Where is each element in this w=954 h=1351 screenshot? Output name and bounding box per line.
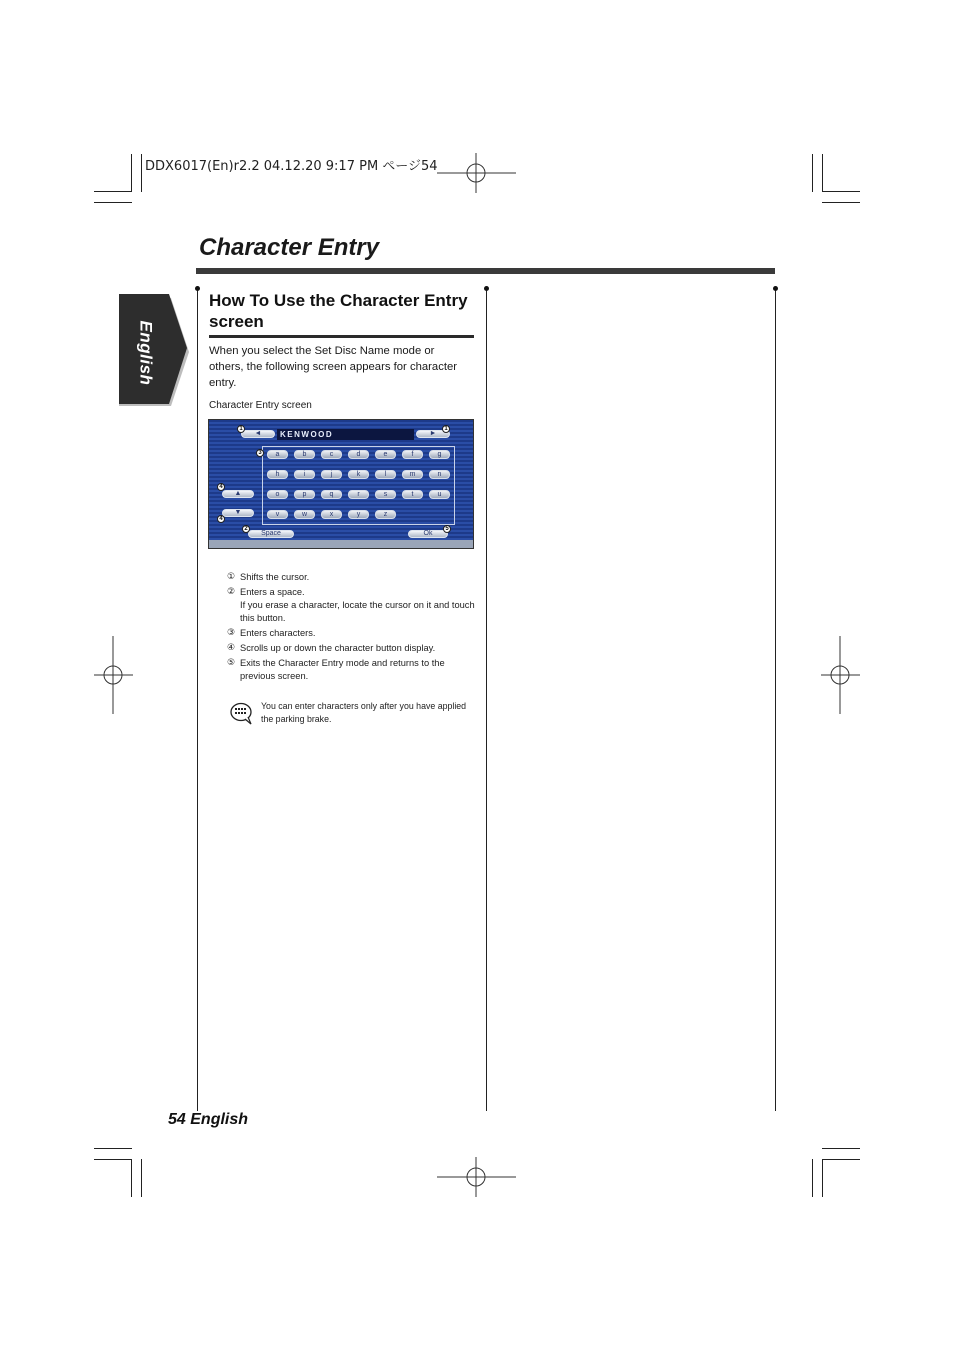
note-text: Exits the Character Entry mode and returns to the previous screen.: [240, 658, 445, 681]
note-text: Scrolls up or down the character button display.: [240, 643, 436, 653]
key-l[interactable]: l: [375, 470, 396, 479]
title-field: KENWOOD: [277, 429, 414, 440]
marker-4-up: 4: [217, 483, 225, 491]
key-n[interactable]: n: [429, 470, 450, 479]
space-button[interactable]: Space: [248, 530, 294, 538]
key-o[interactable]: o: [267, 490, 288, 499]
key-i[interactable]: i: [294, 470, 315, 479]
screen-bottom-strip: [209, 540, 473, 548]
note-text: Enters a space. If you erase a character, locate the cursor on it and touch this button.: [240, 587, 475, 623]
note-number: ③: [227, 628, 236, 638]
note-text: Shifts the cursor.: [240, 572, 310, 582]
note-item: [227, 586, 477, 625]
note-number: ⑤: [227, 658, 236, 668]
marker-1-right: 1: [442, 425, 450, 433]
key-f[interactable]: f: [402, 450, 423, 459]
note-number: ④: [227, 643, 236, 653]
marker-5: 5: [443, 525, 451, 533]
language-tab: [119, 294, 189, 412]
section-rule: [209, 335, 474, 338]
print-header: DDX6017(En)r2.2 04.12.20 9:17 PM ページ54: [145, 159, 438, 174]
key-w[interactable]: w: [294, 510, 315, 519]
column-dot-middle: [484, 286, 489, 291]
key-q[interactable]: q: [321, 490, 342, 499]
key-u[interactable]: u: [429, 490, 450, 499]
key-a[interactable]: a: [267, 450, 288, 459]
key-d[interactable]: d: [348, 450, 369, 459]
key-v[interactable]: v: [267, 510, 288, 519]
screen-caption: Character Entry screen: [209, 400, 312, 411]
intro-paragraph: When you select the Set Disc Name mode or others, the following screen appears for character entry.: [209, 345, 458, 389]
note-number: ①: [227, 572, 236, 582]
column-dot-right: [773, 286, 778, 291]
key-b[interactable]: b: [294, 450, 315, 459]
key-c[interactable]: c: [321, 450, 342, 459]
key-p[interactable]: p: [294, 490, 315, 499]
title-bar: [196, 268, 775, 274]
note-icon: [229, 701, 255, 725]
marker-1-left: 1: [237, 425, 245, 433]
character-entry-screen: [208, 419, 474, 549]
scroll-up-button[interactable]: ▲: [222, 490, 254, 498]
notes-list: [227, 571, 477, 685]
column-dot-left: [195, 286, 200, 291]
key-e[interactable]: e: [375, 450, 396, 459]
marker-4-down: 4: [217, 515, 225, 523]
tip-text: You can enter characters only after you have applied the parking brake.: [261, 701, 467, 724]
note-item: [227, 571, 477, 584]
ok-button[interactable]: Ok: [408, 530, 448, 538]
column-rule-left: [197, 289, 198, 1111]
key-y[interactable]: y: [348, 510, 369, 519]
key-j[interactable]: j: [321, 470, 342, 479]
cursor-left-button[interactable]: ◄: [241, 430, 275, 438]
cursor-right-button[interactable]: ►: [416, 430, 450, 438]
note-item: [227, 657, 477, 683]
key-t[interactable]: t: [402, 490, 423, 499]
key-k[interactable]: k: [348, 470, 369, 479]
key-s[interactable]: s: [375, 490, 396, 499]
note-number: ②: [227, 587, 236, 597]
key-z[interactable]: z: [375, 510, 396, 519]
note-item: [227, 627, 477, 640]
note-text: Enters characters.: [240, 628, 316, 638]
note-item: [227, 642, 477, 655]
key-g[interactable]: g: [429, 450, 450, 459]
marker-2: 2: [242, 525, 250, 533]
page-title: Character Entry: [199, 234, 380, 261]
column-rule-middle: [486, 289, 487, 1111]
key-h[interactable]: h: [267, 470, 288, 479]
language-tab-label: English: [136, 320, 155, 386]
page-footer: 54 English: [168, 1111, 249, 1128]
marker-3: 3: [256, 449, 264, 457]
column-rule-right: [775, 289, 776, 1111]
key-m[interactable]: m: [402, 470, 423, 479]
section-heading: How To Use the Character Entry screen: [209, 291, 468, 331]
key-r[interactable]: r: [348, 490, 369, 499]
scroll-down-button[interactable]: ▼: [222, 509, 254, 517]
key-x[interactable]: x: [321, 510, 342, 519]
